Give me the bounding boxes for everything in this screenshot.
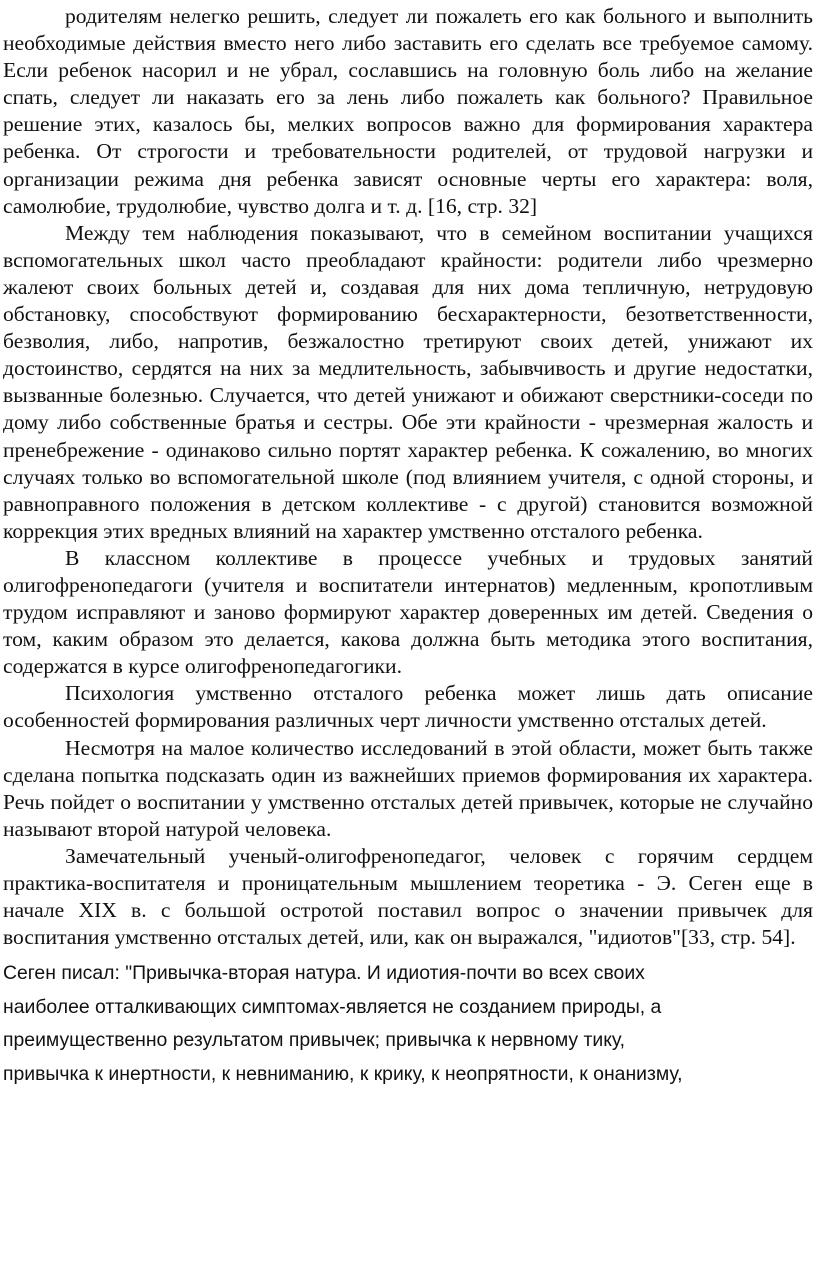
paragraph-4: Психология умственно отсталого ребенка может лишь дать описание особенностей формирования различных черт личности умственно отсталых детей. xyxy=(3,681,813,733)
paragraph-2: Между тем наблюдения показывают, что в семейном воспитании учащихся вспомогательных школ часто преобладают крайности: родители либо чрезмерно жалеют своих больных детей и, создавая для них дома тепличную, нетрудовую обстановку, способствуют формированию бесхарактерности, безответственности, безволия, либо, напротив, безжалостно третируют своих детей, унижают их достоинство, сердятся на них за медлительность, забывчивость и другие недостатки, вызванные болезнью. Случается, что детей унижают и обижают сверстники-соседи по дому либо собственные братья и сестры. Обе эти крайности - чрезмерная жалость и пренебрежение - одинаково сильно портят характер ребенка. К сожалению, во многих случаях только во вспомогательной школе (под влиянием учителя, с одной стороны, и равноправного положения в детском коллективе - с другой) становится возможной коррекция этих вредных влияний на характер умственно отсталого ребенка. xyxy=(3,220,813,543)
quote-line: Сеген писал: "Привычка-вторая натура. И идиотия-почти во всех своих xyxy=(3,962,645,985)
paragraph-3: В классном коллективе в процессе учебных и трудовых занятий олигофренопедагоги (учителя и воспитатели интернатов) медленным, кропотливым трудом исправляют и заново формируют характер доверенных им детей. Сведения о том, каким образом это делается, какова должна быть методика этого воспитания, содержатся в курсе олигофренопедагогики. xyxy=(3,545,813,679)
quote-line: преимущественно результатом привычек; привычка к нервному тику, xyxy=(3,1029,626,1052)
quote-line: привычка к инертности, к невниманию, к крику, к неопрятности, к онанизму, xyxy=(3,1062,683,1085)
paragraph-6: Замечательный ученый-олигофренопедагог, человек с горячим сердцем практика-воспитателя и проницательным мышлением теоретика - Э. Сеген еще в начале XIX в. с большой остротой поставил вопрос о значении привычек для воспитания умственно отсталых детей, или, как он выражался, "идиотов"[33, стр. 54]. xyxy=(3,843,813,950)
paragraph-1: родителям нелегко решить, следует ли пожалеть его как больного и выполнить необходимые действия вместо него либо заставить его сделать все требуемое самому. Если ребенок насорил и не убрал, сославшись на головную боль либо на желание спать, следует ли наказать его за лень либо пожалеть как больного? Правильное решение этих, казалось бы, мелких вопросов важно для формирования характера ребенка. От строгости и требовательности родителей, от трудовой нагрузки и организации режима дня ребенка зависят основные черты его характера: воля, самолюбие, трудолюбие, чувство долга и т. д. [16, стр. 32] xyxy=(3,4,813,218)
paragraph-5: Несмотря на малое количество исследований в этой области, может быть также сделана попытка подсказать один из важнейших приемов формирования их характера. Речь пойдет о воспитании у умственно отсталых детей привычек, которые не случайно называют второй натурой человека. xyxy=(3,735,813,841)
seguin-quote xyxy=(0,957,816,1091)
quote-line: наиболее отталкивающих симптомах-является не созданием природы, а xyxy=(3,995,662,1018)
